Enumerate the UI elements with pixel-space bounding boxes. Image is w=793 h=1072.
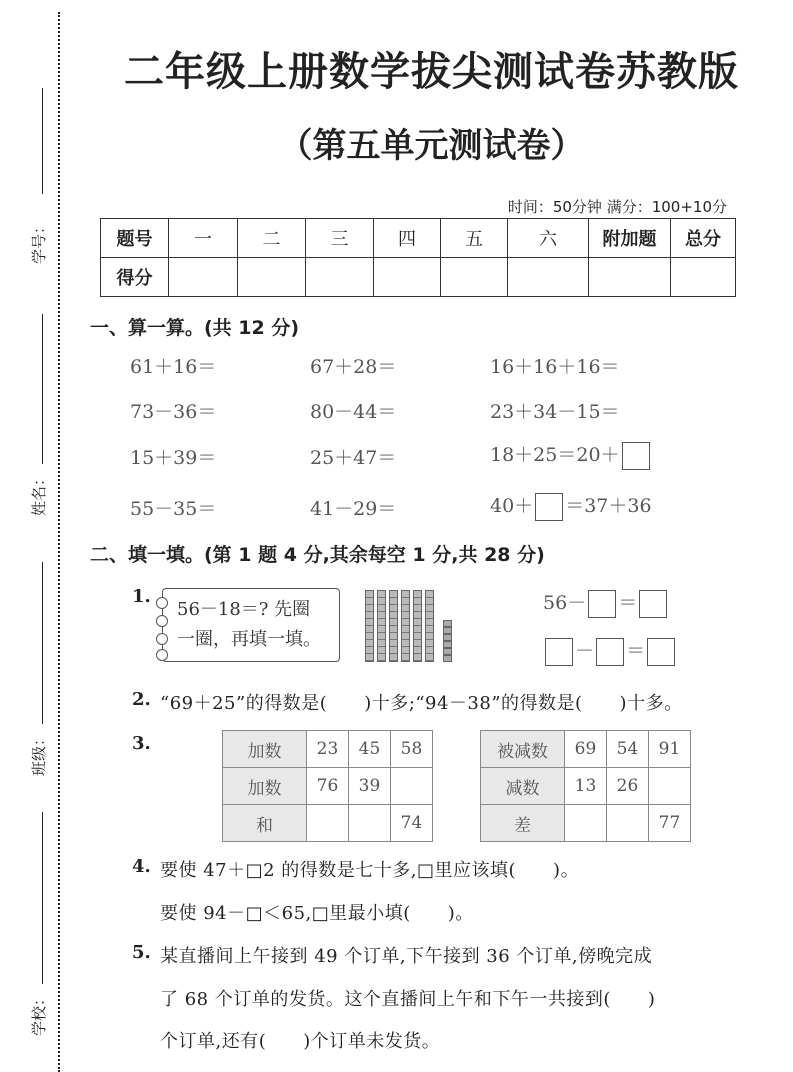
equation-text: ＝ xyxy=(618,592,638,614)
table-row xyxy=(481,768,691,805)
binding-dotted-line xyxy=(58,12,60,1072)
blank-cell[interactable] xyxy=(565,805,607,842)
answer-box[interactable] xyxy=(588,590,616,618)
equation: 23＋34－15＝ xyxy=(490,401,620,423)
row-label: 被减数 xyxy=(481,731,565,768)
table-cell: 13 xyxy=(565,768,607,805)
speech-bubble xyxy=(162,588,340,662)
ten-rod xyxy=(401,590,410,662)
row-label: 减数 xyxy=(481,768,565,805)
student-id-label: 学号： xyxy=(30,218,48,264)
score-input-cell[interactable] xyxy=(374,258,441,297)
question-text: 了 68 个订单的发货。这个直播间上午和下午一共接到( ) xyxy=(160,989,656,1010)
blank-cell[interactable] xyxy=(607,805,649,842)
equation-tail: ＝37＋36 xyxy=(565,495,652,517)
row-label: 差 xyxy=(481,805,565,842)
table-cell: 76 xyxy=(307,768,349,805)
answer-box[interactable] xyxy=(596,638,624,666)
blank-cell[interactable] xyxy=(649,768,691,805)
score-input-cell[interactable] xyxy=(306,258,374,297)
section1-heading: 一、算一算。(共 12 分) xyxy=(90,317,300,339)
equation: 55－35＝ xyxy=(130,498,217,520)
equation-with-box xyxy=(490,491,652,521)
student-id-line[interactable] xyxy=(42,88,43,194)
score-cell: 六 xyxy=(508,219,589,258)
equation-text: ＝ xyxy=(626,640,646,662)
unit-cube xyxy=(443,648,452,655)
score-input-cell[interactable] xyxy=(238,258,306,297)
score-input-cell[interactable] xyxy=(169,258,238,297)
q1-equation-2 xyxy=(543,636,677,666)
blank-cell[interactable] xyxy=(349,805,391,842)
equation: 67＋28＝ xyxy=(310,356,397,378)
school-label: 学校： xyxy=(30,990,48,1036)
row-label: 加数 xyxy=(223,768,307,805)
score-cell: 三 xyxy=(306,219,374,258)
equation-text: － xyxy=(575,640,595,662)
ten-rod xyxy=(377,590,386,662)
equation-text: 56－ xyxy=(543,592,587,614)
table-cell: 74 xyxy=(391,805,433,842)
table-cell: 69 xyxy=(565,731,607,768)
question-number: 5. xyxy=(132,942,151,963)
ten-rod xyxy=(389,590,398,662)
equation-with-box xyxy=(490,440,652,470)
score-cell: 二 xyxy=(238,219,306,258)
blank-cell[interactable] xyxy=(391,768,433,805)
page-title: 二年级上册数学拔尖测试卷苏教版 xyxy=(124,49,739,95)
score-cell: 题号 xyxy=(101,219,169,258)
equation-text: 40＋ xyxy=(490,495,534,517)
equation: 80－44＝ xyxy=(310,401,397,423)
question-number: 4. xyxy=(132,856,151,877)
q1-equation-1 xyxy=(543,588,669,618)
question-text: 要使 47＋□2 的得数是七十多,□里应该填( )。 xyxy=(160,860,580,881)
table-cell: 45 xyxy=(349,731,391,768)
table-row xyxy=(223,731,433,768)
question-text: 个订单,还有( )个订单未发货。 xyxy=(160,1031,441,1052)
score-input-cell[interactable] xyxy=(671,258,736,297)
equation: 25＋47＝ xyxy=(310,447,397,469)
blank-cell[interactable] xyxy=(307,805,349,842)
page-subtitle: （第五单元测试卷） xyxy=(278,126,585,166)
exam-meta: 时间：50分钟 满分：100+10分 xyxy=(507,198,727,216)
score-cell: 附加题 xyxy=(589,219,671,258)
question-number: 1. xyxy=(132,586,151,607)
school-line[interactable] xyxy=(42,812,43,984)
spiral-ring-icon xyxy=(156,597,168,609)
table-row xyxy=(481,805,691,842)
score-row-label: 得分 xyxy=(101,258,169,297)
bubble-line: 56－18＝? 先圈 xyxy=(177,599,311,620)
answer-box[interactable] xyxy=(622,442,650,470)
name-line[interactable] xyxy=(42,314,43,464)
table-cell: 91 xyxy=(649,731,691,768)
table-cell: 77 xyxy=(649,805,691,842)
score-cell: 五 xyxy=(441,219,508,258)
table-row xyxy=(481,731,691,768)
score-input-cell[interactable] xyxy=(441,258,508,297)
unit-cube xyxy=(443,655,452,662)
unit-cube xyxy=(443,641,452,648)
equation: 61＋16＝ xyxy=(130,356,217,378)
score-table-header-row xyxy=(101,219,736,258)
score-cell: 总分 xyxy=(671,219,736,258)
score-table xyxy=(100,218,736,297)
score-input-cell[interactable] xyxy=(589,258,671,297)
answer-box[interactable] xyxy=(545,638,573,666)
equation: 73－36＝ xyxy=(130,401,217,423)
question-text: 要使 94－□＜65,□里最小填( )。 xyxy=(160,903,474,924)
bubble-line: 一圈，再填一填。 xyxy=(177,629,321,650)
spiral-ring-icon xyxy=(156,633,168,645)
question-text: 某直播间上午接到 49 个订单,下午接到 36 个订单,傍晚完成 xyxy=(160,946,653,967)
ten-rod xyxy=(425,590,434,662)
equation: 16＋16＋16＝ xyxy=(490,356,620,378)
score-table-score-row xyxy=(101,258,736,297)
question-number: 3. xyxy=(132,733,151,754)
ten-rod xyxy=(413,590,422,662)
question-number: 2. xyxy=(132,689,151,710)
equation-text: 18＋25＝20＋ xyxy=(490,444,620,466)
score-cell: 一 xyxy=(169,219,238,258)
score-input-cell[interactable] xyxy=(508,258,589,297)
ten-rod xyxy=(365,590,374,662)
section2-heading: 二、填一填。(第 1 题 4 分,其余每空 1 分,共 28 分) xyxy=(90,544,545,566)
table-row xyxy=(223,768,433,805)
score-cell: 四 xyxy=(374,219,441,258)
table-cell: 54 xyxy=(607,731,649,768)
question-text: “69＋25”的得数是( )十多;“94－38”的得数是( )十多。 xyxy=(160,693,683,714)
subtraction-table xyxy=(480,730,691,842)
table-cell: 58 xyxy=(391,731,433,768)
unit-cube xyxy=(443,620,452,627)
unit-cube xyxy=(443,634,452,641)
answer-box[interactable] xyxy=(647,638,675,666)
table-row xyxy=(223,805,433,842)
equation: 41－29＝ xyxy=(310,498,397,520)
table-cell: 26 xyxy=(607,768,649,805)
table-cell: 39 xyxy=(349,768,391,805)
answer-box[interactable] xyxy=(639,590,667,618)
unit-cube xyxy=(443,627,452,634)
answer-box[interactable] xyxy=(535,493,563,521)
row-label: 和 xyxy=(223,805,307,842)
addition-table xyxy=(222,730,433,842)
class-line[interactable] xyxy=(42,562,43,724)
table-cell: 23 xyxy=(307,731,349,768)
name-label: 姓名： xyxy=(30,470,48,516)
class-label: 班级： xyxy=(30,730,48,776)
row-label: 加数 xyxy=(223,731,307,768)
equation: 15＋39＝ xyxy=(130,447,217,469)
spiral-ring-icon xyxy=(156,615,168,627)
spiral-ring-icon xyxy=(156,649,168,661)
